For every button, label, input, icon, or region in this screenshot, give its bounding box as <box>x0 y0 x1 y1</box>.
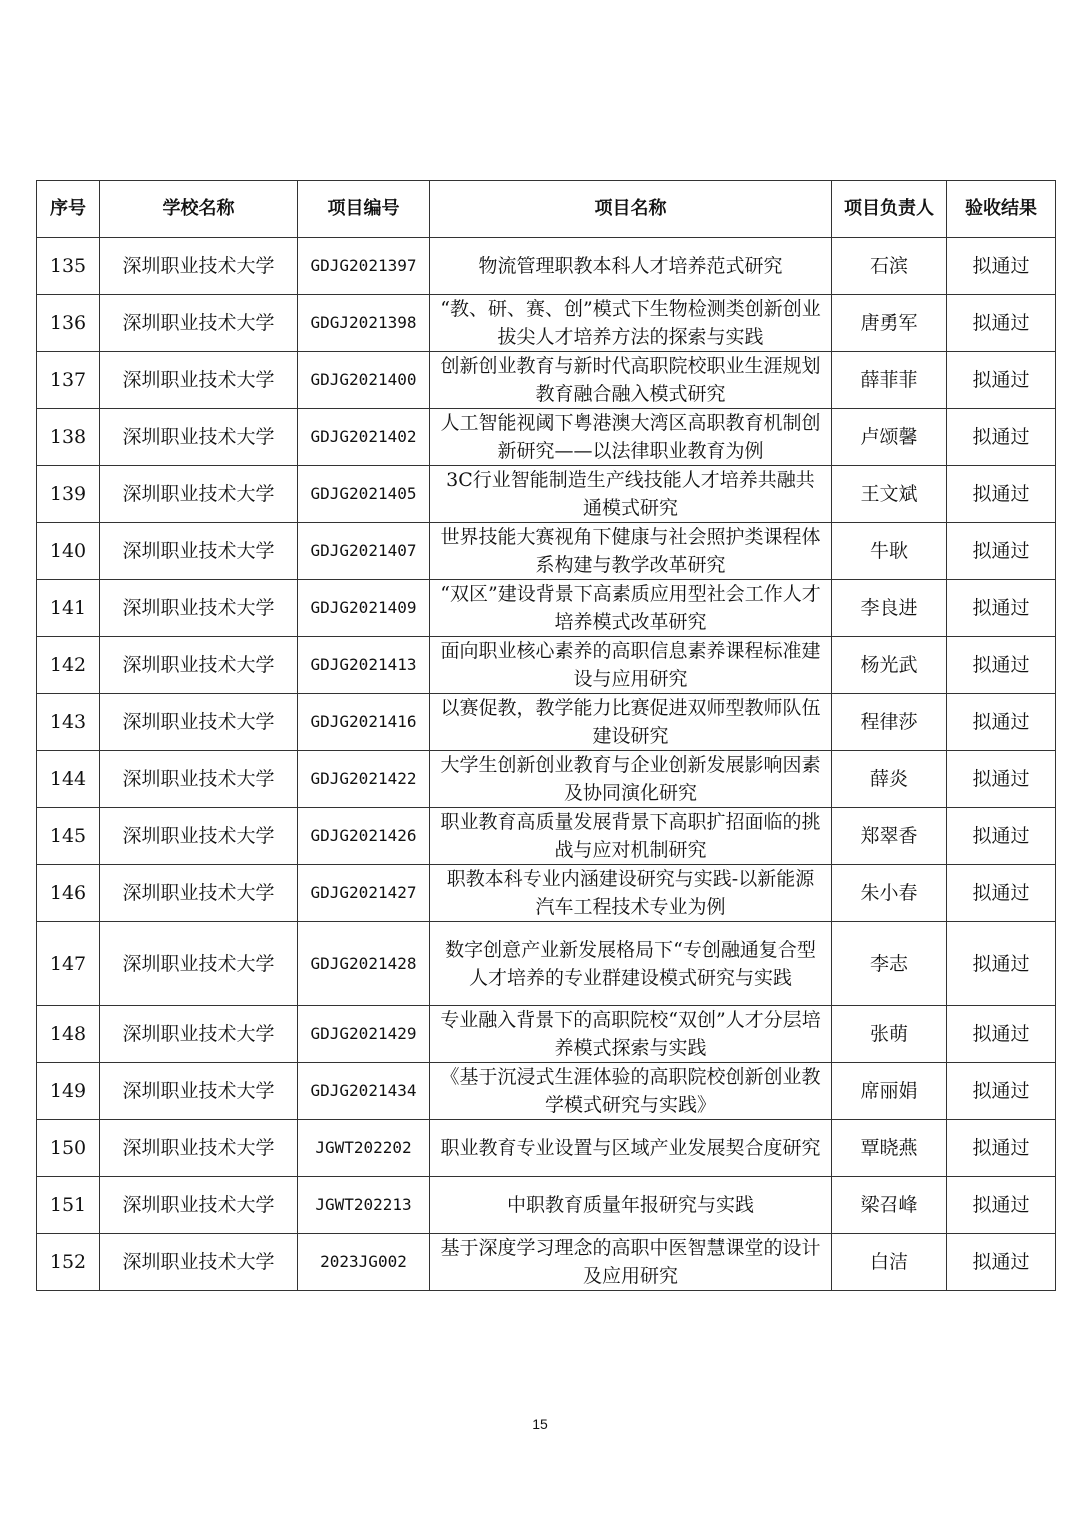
header-serial: 序号 <box>37 181 100 238</box>
project-name-cell: 3C行业智能制造生产线技能人才培养共融共通模式研究 <box>430 466 832 523</box>
serial-cell: 146 <box>37 865 100 922</box>
serial-cell: 152 <box>37 1234 100 1291</box>
serial-cell: 144 <box>37 751 100 808</box>
leader-cell: 郑翠香 <box>832 808 947 865</box>
project-name-cell: 以赛促教，教学能力比赛促进双师型教师队伍建设研究 <box>430 694 832 751</box>
result-cell: 拟通过 <box>947 238 1056 295</box>
result-cell: 拟通过 <box>947 352 1056 409</box>
project-code-cell: GDJG2021402 <box>298 409 430 466</box>
school-cell: 深圳职业技术大学 <box>100 523 298 580</box>
result-cell: 拟通过 <box>947 1120 1056 1177</box>
serial-cell: 139 <box>37 466 100 523</box>
project-code-cell: 2023JG002 <box>298 1234 430 1291</box>
table-row <box>37 922 1056 1006</box>
leader-cell: 卢颂馨 <box>832 409 947 466</box>
table-row <box>37 466 1056 523</box>
header-project-code: 项目编号 <box>298 181 430 238</box>
result-cell: 拟通过 <box>947 523 1056 580</box>
serial-cell: 136 <box>37 295 100 352</box>
leader-cell: 李志 <box>832 922 947 1006</box>
project-name-cell: 物流管理职教本科人才培养范式研究 <box>430 238 832 295</box>
project-code-cell: GDJG2021413 <box>298 637 430 694</box>
result-cell: 拟通过 <box>947 409 1056 466</box>
school-cell: 深圳职业技术大学 <box>100 1234 298 1291</box>
result-cell: 拟通过 <box>947 637 1056 694</box>
project-code-cell: GDJG2021429 <box>298 1006 430 1063</box>
header-project-leader: 项目负责人 <box>832 181 947 238</box>
result-cell: 拟通过 <box>947 1234 1056 1291</box>
table-row <box>37 808 1056 865</box>
serial-cell: 135 <box>37 238 100 295</box>
serial-cell: 138 <box>37 409 100 466</box>
leader-cell: 席丽娟 <box>832 1063 947 1120</box>
project-code-cell: GDJG2021434 <box>298 1063 430 1120</box>
header-school: 学校名称 <box>100 181 298 238</box>
project-name-cell: 数字创意产业新发展格局下“专创融通复合型人才培养的专业群建设模式研究与实践 <box>430 922 832 1006</box>
project-name-cell: 世界技能大赛视角下健康与社会照护类课程体系构建与教学改革研究 <box>430 523 832 580</box>
project-name-cell: 创新创业教育与新时代高职院校职业生涯规划教育融合融入模式研究 <box>430 352 832 409</box>
result-cell: 拟通过 <box>947 466 1056 523</box>
table-row <box>37 352 1056 409</box>
serial-cell: 143 <box>37 694 100 751</box>
table-row <box>37 295 1056 352</box>
table-row <box>37 1177 1056 1234</box>
school-cell: 深圳职业技术大学 <box>100 1120 298 1177</box>
school-cell: 深圳职业技术大学 <box>100 238 298 295</box>
table-header-row <box>37 181 1056 238</box>
page-number: 15 <box>532 1416 548 1432</box>
school-cell: 深圳职业技术大学 <box>100 295 298 352</box>
project-code-cell: GDGJ2021398 <box>298 295 430 352</box>
result-cell: 拟通过 <box>947 808 1056 865</box>
project-code-cell: GDJG2021416 <box>298 694 430 751</box>
leader-cell: 张萌 <box>832 1006 947 1063</box>
leader-cell: 石滨 <box>832 238 947 295</box>
serial-cell: 151 <box>37 1177 100 1234</box>
result-cell: 拟通过 <box>947 1063 1056 1120</box>
leader-cell: 覃晓燕 <box>832 1120 947 1177</box>
project-name-cell: 人工智能视阈下粤港澳大湾区高职教育机制创新研究——以法律职业教育为例 <box>430 409 832 466</box>
serial-cell: 148 <box>37 1006 100 1063</box>
project-name-cell: 大学生创新创业教育与企业创新发展影响因素及协同演化研究 <box>430 751 832 808</box>
project-name-cell: 职业教育高质量发展背景下高职扩招面临的挑战与应对机制研究 <box>430 808 832 865</box>
project-name-cell: 《基于沉浸式生涯体验的高职院校创新创业教学模式研究与实践》 <box>430 1063 832 1120</box>
serial-cell: 149 <box>37 1063 100 1120</box>
leader-cell: 程律莎 <box>832 694 947 751</box>
serial-cell: 145 <box>37 808 100 865</box>
header-project-name: 项目名称 <box>430 181 832 238</box>
project-name-cell: “双区”建设背景下高素质应用型社会工作人才培养模式改革研究 <box>430 580 832 637</box>
project-code-cell: GDJG2021400 <box>298 352 430 409</box>
table-row <box>37 751 1056 808</box>
leader-cell: 朱小春 <box>832 865 947 922</box>
table-row <box>37 637 1056 694</box>
school-cell: 深圳职业技术大学 <box>100 865 298 922</box>
school-cell: 深圳职业技术大学 <box>100 637 298 694</box>
leader-cell: 薛菲菲 <box>832 352 947 409</box>
project-name-cell: 面向职业核心素养的高职信息素养课程标准建设与应用研究 <box>430 637 832 694</box>
project-code-cell: GDJG2021409 <box>298 580 430 637</box>
project-code-cell: GDJG2021397 <box>298 238 430 295</box>
leader-cell: 王文斌 <box>832 466 947 523</box>
project-acceptance-table <box>36 180 1056 1291</box>
table-row <box>37 1120 1056 1177</box>
header-acceptance-result: 验收结果 <box>947 181 1056 238</box>
result-cell: 拟通过 <box>947 580 1056 637</box>
project-code-cell: GDJG2021426 <box>298 808 430 865</box>
school-cell: 深圳职业技术大学 <box>100 352 298 409</box>
serial-cell: 141 <box>37 580 100 637</box>
result-cell: 拟通过 <box>947 295 1056 352</box>
table-row <box>37 1006 1056 1063</box>
leader-cell: 唐勇军 <box>832 295 947 352</box>
result-cell: 拟通过 <box>947 1177 1056 1234</box>
project-code-cell: JGWT202202 <box>298 1120 430 1177</box>
leader-cell: 白洁 <box>832 1234 947 1291</box>
serial-cell: 140 <box>37 523 100 580</box>
school-cell: 深圳职业技术大学 <box>100 694 298 751</box>
project-code-cell: GDJG2021407 <box>298 523 430 580</box>
project-name-cell: “教、研、赛、创”模式下生物检测类创新创业拔尖人才培养方法的探索与实践 <box>430 295 832 352</box>
project-name-cell: 专业融入背景下的高职院校“双创”人才分层培养模式探索与实践 <box>430 1006 832 1063</box>
table-row <box>37 523 1056 580</box>
project-code-cell: GDJG2021422 <box>298 751 430 808</box>
table-row <box>37 238 1056 295</box>
leader-cell: 薛炎 <box>832 751 947 808</box>
table-row <box>37 865 1056 922</box>
project-code-cell: JGWT202213 <box>298 1177 430 1234</box>
school-cell: 深圳职业技术大学 <box>100 466 298 523</box>
table-row <box>37 580 1056 637</box>
leader-cell: 李良进 <box>832 580 947 637</box>
project-name-cell: 职业教育专业设置与区域产业发展契合度研究 <box>430 1120 832 1177</box>
project-name-cell: 中职教育质量年报研究与实践 <box>430 1177 832 1234</box>
result-cell: 拟通过 <box>947 751 1056 808</box>
result-cell: 拟通过 <box>947 922 1056 1006</box>
project-name-cell: 职教本科专业内涵建设研究与实践-以新能源汽车工程技术专业为例 <box>430 865 832 922</box>
table-row <box>37 409 1056 466</box>
school-cell: 深圳职业技术大学 <box>100 808 298 865</box>
school-cell: 深圳职业技术大学 <box>100 1006 298 1063</box>
serial-cell: 142 <box>37 637 100 694</box>
serial-cell: 137 <box>37 352 100 409</box>
project-code-cell: GDJG2021405 <box>298 466 430 523</box>
table-row <box>37 1234 1056 1291</box>
leader-cell: 梁召峰 <box>832 1177 947 1234</box>
leader-cell: 杨光武 <box>832 637 947 694</box>
school-cell: 深圳职业技术大学 <box>100 409 298 466</box>
school-cell: 深圳职业技术大学 <box>100 1177 298 1234</box>
leader-cell: 牛耿 <box>832 523 947 580</box>
result-cell: 拟通过 <box>947 865 1056 922</box>
school-cell: 深圳职业技术大学 <box>100 751 298 808</box>
serial-cell: 147 <box>37 922 100 1006</box>
project-code-cell: GDJG2021427 <box>298 865 430 922</box>
school-cell: 深圳职业技术大学 <box>100 922 298 1006</box>
school-cell: 深圳职业技术大学 <box>100 1063 298 1120</box>
project-name-cell: 基于深度学习理念的高职中医智慧课堂的设计及应用研究 <box>430 1234 832 1291</box>
table-row <box>37 694 1056 751</box>
result-cell: 拟通过 <box>947 1006 1056 1063</box>
school-cell: 深圳职业技术大学 <box>100 580 298 637</box>
table-row <box>37 1063 1056 1120</box>
serial-cell: 150 <box>37 1120 100 1177</box>
project-code-cell: GDJG2021428 <box>298 922 430 1006</box>
result-cell: 拟通过 <box>947 694 1056 751</box>
